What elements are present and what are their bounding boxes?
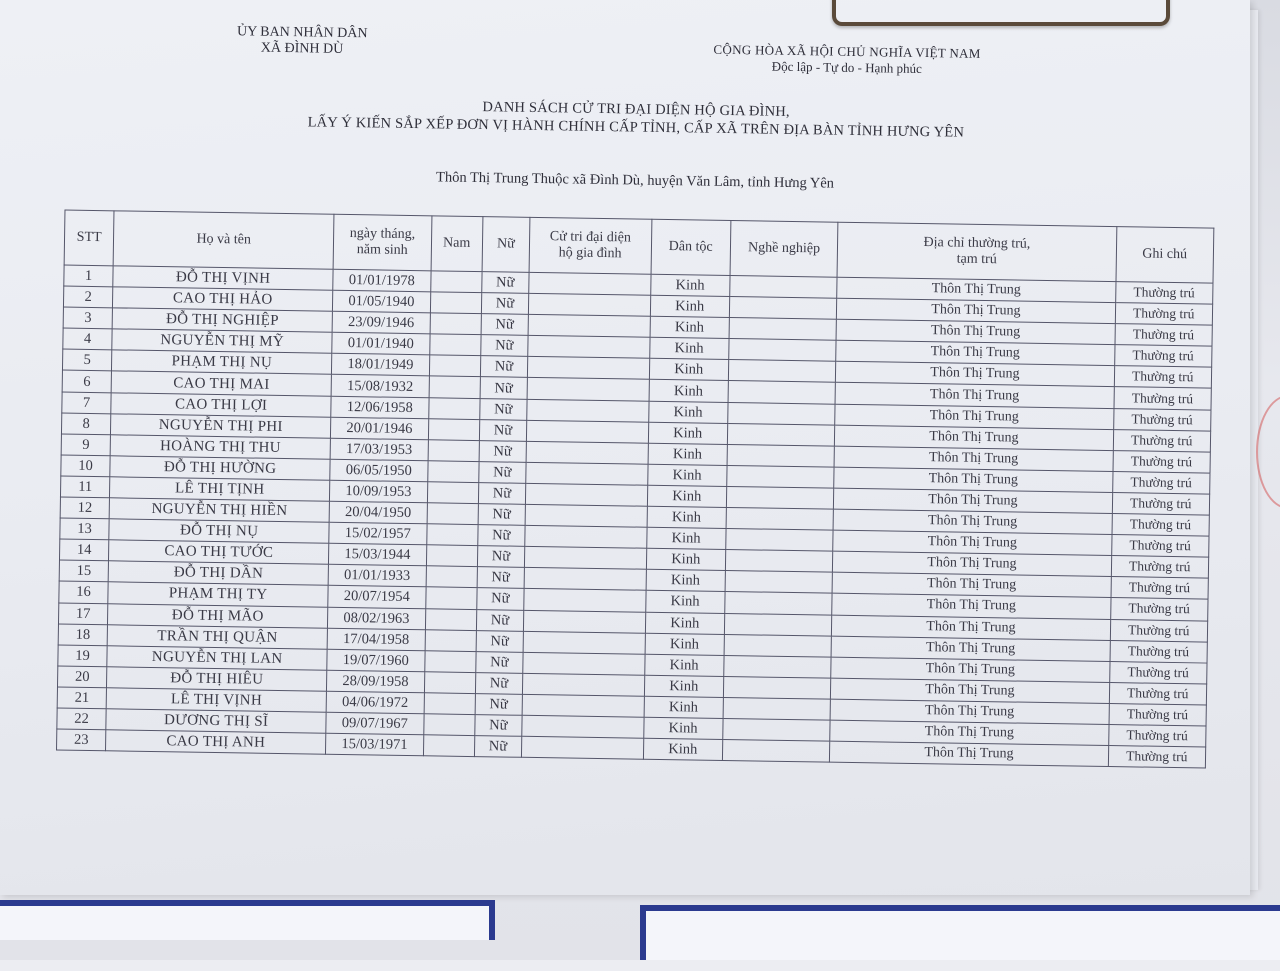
row-note: Thường trú <box>1108 724 1206 747</box>
row-male <box>427 461 479 483</box>
col-rep-line-2: hộ gia đình <box>558 245 622 262</box>
row-occupation <box>728 402 836 425</box>
row-male <box>428 440 480 462</box>
row-occupation <box>722 740 830 763</box>
row-male <box>423 735 475 757</box>
row-name: HOÀNG THỊ THU <box>110 435 330 460</box>
row-ethnicity: Kinh <box>649 359 729 381</box>
row-name: PHẠM THỊ TY <box>108 582 328 607</box>
row-female: Nữ <box>478 504 526 526</box>
row-occupation <box>724 613 832 636</box>
row-male <box>426 566 478 588</box>
row-ethnicity: Kinh <box>648 443 728 465</box>
row-note: Thường trú <box>1113 450 1211 473</box>
row-stt: 21 <box>57 687 107 709</box>
row-address: Thôn Thị Trung <box>832 594 1111 619</box>
col-address-line-1: Địa chỉ thường trú, <box>923 235 1031 252</box>
row-female: Nữ <box>475 672 523 694</box>
row-ethnicity: Kinh <box>644 654 724 676</box>
col-representative <box>529 217 651 274</box>
row-male <box>425 629 477 651</box>
row-male <box>430 313 482 335</box>
row-stt: 3 <box>63 307 113 329</box>
row-occupation <box>724 634 832 657</box>
row-name: PHẠM THỊ NỤ <box>112 350 332 375</box>
row-note: Thường trú <box>1109 682 1207 705</box>
table-body <box>57 265 1213 768</box>
row-stt: 10 <box>61 455 111 477</box>
col-dob <box>333 214 431 271</box>
col-dob-line-2: năm sinh <box>356 242 408 258</box>
row-occupation <box>723 697 831 720</box>
row-representative <box>523 610 645 633</box>
row-name: NGUYỄN THỊ MỸ <box>112 329 332 354</box>
row-stt: 5 <box>62 349 112 371</box>
row-representative <box>522 673 644 696</box>
row-stt: 16 <box>59 581 109 603</box>
row-dob: 15/03/1944 <box>329 543 427 566</box>
row-name: LÊ THỊ TỊNH <box>110 477 330 502</box>
row-stt: 23 <box>57 729 107 751</box>
row-ethnicity: Kinh <box>650 295 730 317</box>
row-stt: 22 <box>57 708 107 730</box>
row-female: Nữ <box>481 335 529 357</box>
row-note: Thường trú <box>1115 324 1213 347</box>
row-name: CAO THỊ HẢO <box>113 287 333 312</box>
row-dob: 01/05/1940 <box>333 290 431 313</box>
row-note: Thường trú <box>1110 619 1208 642</box>
national-name: CỘNG HÒA XÃ HỘI CHỦ NGHĨA VIỆT NAM <box>713 41 981 61</box>
row-name: ĐỖ THỊ HIÊU <box>107 667 327 692</box>
row-occupation <box>725 592 833 615</box>
row-name: CAO THỊ LỢI <box>111 392 331 417</box>
row-name: CAO THỊ MAI <box>111 371 331 396</box>
row-ethnicity: Kinh <box>643 717 723 739</box>
col-occupation: Nghề nghiệp <box>730 221 838 278</box>
title-line-2: LẤY Ý KIẾN SẮP XẾP ĐƠN VỊ HÀNH CHÍNH CẤP TỈNH, CẤP XÃ TRÊN ĐỊA BÀN TỈNH HƯNG YÊN <box>307 114 965 141</box>
row-representative <box>526 462 648 485</box>
row-male <box>428 418 480 440</box>
row-address: Thôn Thị Trung <box>836 319 1115 344</box>
row-note: Thường trú <box>1113 429 1211 452</box>
row-address: Thôn Thị Trung <box>831 657 1110 682</box>
row-male <box>424 672 476 694</box>
row-ethnicity: Kinh <box>648 422 728 444</box>
row-note: Thường trú <box>1109 661 1207 684</box>
col-ethnicity: Dân tộc <box>651 219 731 275</box>
row-representative <box>523 631 645 654</box>
row-stt: 14 <box>59 539 109 561</box>
row-female: Nữ <box>476 630 524 652</box>
row-female: Nữ <box>477 588 525 610</box>
row-female: Nữ <box>474 736 522 758</box>
row-occupation <box>729 297 837 320</box>
row-occupation <box>730 276 838 299</box>
row-representative <box>527 399 649 422</box>
row-note: Thường trú <box>1111 556 1209 579</box>
row-dob: 12/06/1958 <box>331 396 429 419</box>
row-note: Thường trú <box>1110 598 1208 621</box>
row-ethnicity: Kinh <box>650 274 730 296</box>
row-male <box>427 503 479 525</box>
row-dob: 08/02/1963 <box>328 607 426 630</box>
row-female: Nữ <box>475 693 523 715</box>
row-stt: 13 <box>60 518 110 540</box>
row-note: Thường trú <box>1115 303 1213 326</box>
row-stt: 15 <box>59 560 109 582</box>
row-dob: 15/02/1957 <box>329 522 427 545</box>
row-ethnicity: Kinh <box>650 316 730 338</box>
row-occupation <box>726 486 834 509</box>
row-representative <box>528 336 650 359</box>
row-occupation <box>728 360 836 383</box>
col-stt: STT <box>64 210 114 266</box>
row-female: Nữ <box>478 525 526 547</box>
row-representative <box>522 715 644 738</box>
row-address: Thôn Thị Trung <box>833 551 1112 576</box>
row-male <box>427 482 479 504</box>
row-male <box>426 545 478 567</box>
row-dob: 20/04/1950 <box>329 501 427 524</box>
row-male <box>423 714 475 736</box>
row-stt: 9 <box>61 434 111 456</box>
row-representative <box>526 441 648 464</box>
row-occupation <box>728 381 836 404</box>
row-address: Thôn Thị Trung <box>835 425 1114 450</box>
row-representative <box>529 272 651 295</box>
row-name: CAO THỊ TƯỚC <box>109 540 329 565</box>
row-stt: 8 <box>61 413 111 435</box>
row-occupation <box>727 423 835 446</box>
row-stt: 18 <box>58 624 108 646</box>
row-dob: 17/04/1958 <box>327 628 425 651</box>
row-name: CAO THỊ ANH <box>106 730 326 755</box>
row-address: Thôn Thị Trung <box>832 572 1111 597</box>
row-stt: 12 <box>60 497 110 519</box>
row-dob: 15/03/1971 <box>326 733 424 756</box>
row-stt: 1 <box>64 265 114 287</box>
row-dob: 01/01/1933 <box>328 565 426 588</box>
row-male <box>429 376 481 398</box>
col-note: Ghi chú <box>1116 227 1214 284</box>
row-ethnicity: Kinh <box>645 633 725 655</box>
row-representative <box>523 652 645 675</box>
row-dob: 19/07/1960 <box>327 649 425 672</box>
row-address: Thôn Thị Trung <box>837 277 1116 302</box>
row-stt: 7 <box>62 392 112 414</box>
row-representative <box>524 589 646 612</box>
row-female: Nữ <box>482 272 530 294</box>
row-dob: 17/03/1953 <box>330 438 428 461</box>
row-ethnicity: Kinh <box>648 401 728 423</box>
row-representative <box>524 568 646 591</box>
row-female: Nữ <box>479 419 527 441</box>
row-name: LÊ THỊ VỊNH <box>106 688 326 713</box>
row-ethnicity: Kinh <box>649 380 729 402</box>
row-female: Nữ <box>478 483 526 505</box>
col-address-line-2: tạm trú <box>956 251 997 268</box>
row-address: Thôn Thị Trung <box>835 383 1114 408</box>
row-ethnicity: Kinh <box>646 570 726 592</box>
col-female: Nữ <box>482 217 530 273</box>
row-address: Thôn Thị Trung <box>837 298 1116 323</box>
row-female: Nữ <box>476 651 524 673</box>
row-female: Nữ <box>480 398 528 420</box>
row-note: Thường trú <box>1114 366 1212 389</box>
row-name: ĐỖ THỊ DẦN <box>108 561 328 586</box>
row-representative <box>525 483 647 506</box>
row-stt: 17 <box>58 603 108 625</box>
row-representative <box>522 694 644 717</box>
row-address: Thôn Thị Trung <box>833 509 1112 534</box>
row-name: ĐỖ THỊ HƯỜNG <box>110 456 330 481</box>
row-stt: 4 <box>63 328 113 350</box>
issuer-header <box>212 24 392 59</box>
row-address: Thôn Thị Trung <box>835 404 1114 429</box>
col-dob-line-1: ngày tháng, <box>349 226 416 243</box>
title-line-1: DANH SÁCH CỬ TRI ĐẠI DIỆN HỘ GIA ĐÌNH, <box>482 99 790 120</box>
row-dob: 18/01/1949 <box>332 354 430 377</box>
row-representative <box>527 378 649 401</box>
row-ethnicity: Kinh <box>644 675 724 697</box>
row-representative <box>526 420 648 443</box>
row-stt: 6 <box>62 371 112 393</box>
row-stt: 11 <box>60 476 110 498</box>
row-representative <box>528 293 650 316</box>
row-female: Nữ <box>477 546 525 568</box>
row-stt: 19 <box>58 645 108 667</box>
row-female: Nữ <box>479 461 527 483</box>
row-name: DƯƠNG THỊ SĨ <box>106 709 326 734</box>
row-dob: 10/09/1953 <box>330 480 428 503</box>
row-occupation <box>725 571 833 594</box>
row-female: Nữ <box>481 293 529 315</box>
row-dob: 01/01/1940 <box>332 333 430 356</box>
row-note: Thường trú <box>1114 387 1212 410</box>
row-female: Nữ <box>481 314 529 336</box>
row-note: Thường trú <box>1108 746 1206 769</box>
row-female: Nữ <box>476 609 524 631</box>
row-address: Thôn Thị Trung <box>834 467 1113 492</box>
row-ethnicity: Kinh <box>646 548 726 570</box>
issuer-line-1: ỦY BAN NHÂN DÂN <box>236 24 368 42</box>
row-ethnicity: Kinh <box>649 338 729 360</box>
row-ethnicity: Kinh <box>643 738 723 760</box>
row-occupation <box>727 465 835 488</box>
row-ethnicity: Kinh <box>647 485 727 507</box>
row-ethnicity: Kinh <box>645 612 725 634</box>
row-name: NGUYỄN THỊ PHI <box>111 413 331 438</box>
row-male <box>428 397 480 419</box>
row-male <box>425 608 477 630</box>
row-stt: 20 <box>57 666 107 688</box>
row-dob: 06/05/1950 <box>330 459 428 482</box>
row-ethnicity: Kinh <box>644 696 724 718</box>
row-representative <box>524 547 646 570</box>
row-note: Thường trú <box>1114 345 1212 368</box>
row-ethnicity: Kinh <box>645 591 725 613</box>
row-female: Nữ <box>480 356 528 378</box>
row-occupation <box>724 655 832 678</box>
row-note: Thường trú <box>1109 703 1207 726</box>
row-name: ĐỖ THỊ NỤ <box>109 519 329 544</box>
row-occupation <box>726 508 834 531</box>
row-note: Thường trú <box>1111 577 1209 600</box>
row-note: Thường trú <box>1112 514 1210 537</box>
row-occupation <box>723 718 831 741</box>
row-address: Thôn Thị Trung <box>831 678 1110 703</box>
col-address <box>837 222 1116 281</box>
row-female: Nữ <box>477 567 525 589</box>
row-occupation <box>726 529 834 552</box>
row-representative <box>527 357 649 380</box>
col-rep-line-1: Cử tri đại diện <box>549 229 632 246</box>
row-dob: 20/07/1954 <box>328 586 426 609</box>
row-female: Nữ <box>480 377 528 399</box>
row-dob: 01/01/1978 <box>333 269 431 292</box>
row-dob: 04/06/1972 <box>326 691 424 714</box>
row-address: Thôn Thị Trung <box>836 340 1115 365</box>
row-note: Thường trú <box>1111 535 1209 558</box>
row-note: Thường trú <box>1112 492 1210 515</box>
row-ethnicity: Kinh <box>647 464 727 486</box>
row-male <box>425 587 477 609</box>
row-address: Thôn Thị Trung <box>834 488 1113 513</box>
row-female: Nữ <box>479 440 527 462</box>
row-name: NGUYỄN THỊ HIỀN <box>109 498 329 523</box>
row-representative <box>525 504 647 527</box>
row-note: Thường trú <box>1110 640 1208 663</box>
row-name: ĐỖ THỊ VỊNH <box>113 266 333 291</box>
row-representative <box>521 736 643 759</box>
row-male <box>430 292 482 314</box>
col-male: Nam <box>431 216 483 272</box>
row-male <box>429 334 481 356</box>
col-name: Họ và tên <box>113 211 334 269</box>
row-stt: 2 <box>63 286 113 308</box>
row-female: Nữ <box>475 715 523 737</box>
voter-table <box>56 210 1214 769</box>
document-subtitle: Thôn Thị Trung Thuộc xã Đình Dù, huyện Văn Lâm, tỉnh Hưng Yên <box>435 169 835 192</box>
row-ethnicity: Kinh <box>646 527 726 549</box>
row-name: TRẦN THỊ QUẬN <box>107 624 327 649</box>
row-address: Thôn Thị Trung <box>830 699 1109 724</box>
row-note: Thường trú <box>1112 471 1210 494</box>
national-motto: Độc lập - Tự do - Hạnh phúc <box>771 58 922 77</box>
row-address: Thôn Thị Trung <box>831 636 1110 661</box>
row-occupation <box>723 676 831 699</box>
row-note: Thường trú <box>1113 408 1211 431</box>
row-dob: 28/09/1958 <box>327 670 425 693</box>
issuer-line-2: XÃ ĐÌNH DÙ <box>260 40 344 57</box>
row-address: Thôn Thị Trung <box>834 446 1113 471</box>
row-male <box>426 524 478 546</box>
row-occupation <box>725 550 833 573</box>
row-dob: 23/09/1946 <box>332 311 430 334</box>
row-representative <box>528 315 650 338</box>
document-title <box>256 95 1016 143</box>
row-address: Thôn Thị Trung <box>832 615 1111 640</box>
row-occupation <box>729 318 837 341</box>
row-address: Thôn Thị Trung <box>830 741 1109 766</box>
row-occupation <box>727 444 835 467</box>
row-dob: 09/07/1967 <box>326 712 424 735</box>
row-male <box>424 650 476 672</box>
row-dob: 15/08/1932 <box>331 375 429 398</box>
national-header <box>687 41 1007 78</box>
row-occupation <box>729 339 837 362</box>
row-ethnicity: Kinh <box>647 506 727 528</box>
row-male <box>430 271 482 293</box>
row-dob: 20/01/1946 <box>331 417 429 440</box>
row-note: Thường trú <box>1115 282 1213 305</box>
row-representative <box>525 525 647 548</box>
row-address: Thôn Thị Trung <box>833 530 1112 555</box>
row-address: Thôn Thị Trung <box>836 362 1115 387</box>
row-name: NGUYỄN THỊ LAN <box>107 645 327 670</box>
row-name: ĐỖ THỊ NGHIỆP <box>112 308 332 333</box>
row-name: ĐỖ THỊ MÃO <box>108 603 328 628</box>
row-male <box>424 693 476 715</box>
row-address: Thôn Thị Trung <box>830 720 1109 745</box>
row-male <box>429 355 481 377</box>
